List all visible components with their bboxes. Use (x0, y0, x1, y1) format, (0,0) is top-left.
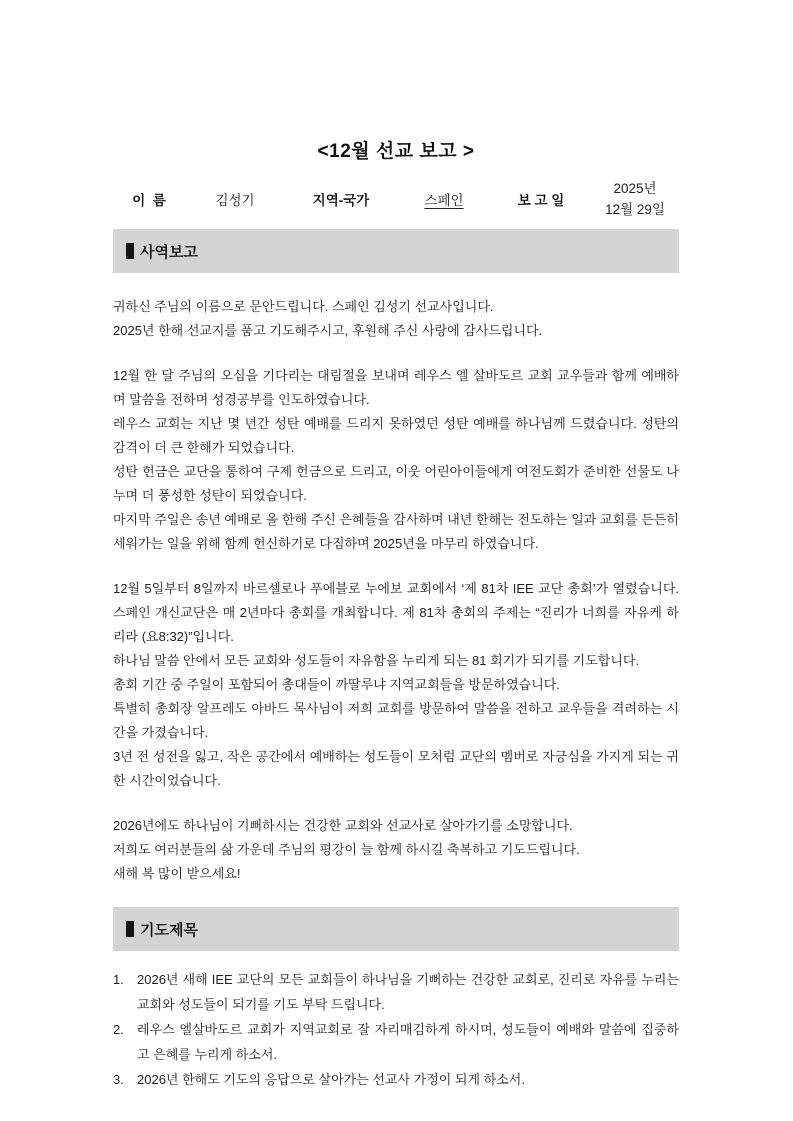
body-line: 2026년에도 하나님이 기뻐하시는 건강한 교회와 선교사로 살아가기를 소망합니다. (113, 818, 573, 833)
body-line: 새해 복 많이 받으세요! (113, 866, 241, 881)
body-line: 귀하신 주님의 이름으로 문안드립니다. 스페인 김성기 선교사입니다. (113, 299, 494, 314)
closing-paragraph (113, 814, 679, 886)
report-info-table (113, 175, 679, 223)
prayer-section-title: 기도제목 (140, 921, 198, 939)
section-marker-icon (126, 921, 134, 937)
prayer-item (113, 1017, 679, 1067)
prayer-item-number: 3. (113, 1072, 124, 1087)
prayer-item-number: 2. (113, 1022, 124, 1037)
body-line: 저희도 여러분들의 삶 가운데 주님의 평강이 늘 함께 하시길 축복하고 기도드립니다. (113, 842, 580, 857)
body-line: 레우스 교회는 지난 몇 년간 성탄 예배를 드리지 못하였던 성탄 예배를 하나님께 드렸습니다. 성탄의 감격이 더 큰 한해가 되었습니다. (113, 416, 679, 455)
name-value: 김성기 (215, 193, 255, 208)
body-line: 하나님 말씀 안에서 모든 교회와 성도들이 자유함을 누리게 되는 81 회기가 되기를 기도합니다. (113, 653, 640, 668)
greeting-paragraph (113, 295, 679, 343)
region-country-value: 스페인 (424, 193, 464, 208)
region-country-label: 지역-국가 (312, 193, 370, 208)
advent-paragraph (113, 364, 679, 556)
report-date-value (591, 178, 679, 220)
prayer-list (113, 967, 679, 1092)
section-header-prayer (113, 907, 679, 951)
section-marker-icon (126, 243, 134, 259)
body-line: 3년 전 성전을 잃고, 작은 공간에서 예배하는 성도들이 모처럼 교단의 멤버로 자긍심을 가지게 되는 귀한 시간이었습니다. (113, 749, 679, 788)
body-line: 12월 5일부터 8일까지 바르셀로나 푸에블로 누에보 교회에서 ‘제 81차 IEE 교단 총회’가 열렸습니다. 스페인 개신교단은 매 2년마다 총회를 개최합니다. 제 81차 총회의 주제는 “진리가 너희를 자유케 하리라 (요8:32)”입니다. (113, 581, 679, 644)
prayer-item-text: 2026년 한해도 기도의 응답으로 살아가는 선교사 가정이 되게 하소서. (137, 1072, 525, 1087)
ministry-section-title: 사역보고 (140, 243, 198, 261)
prayer-item-text: 레우스 엘살바도르 교회가 지역교회로 잘 자리매김하게 하시며, 성도들이 예배와 말씀에 집중하고 은혜를 누리게 하소서. (137, 1022, 679, 1062)
ministry-report-body (113, 295, 679, 886)
report-date-year: 2025년 (613, 181, 657, 196)
page-title: <12월 선교 보고 > (317, 141, 475, 162)
report-date-label: 보 고 일 (517, 193, 565, 208)
body-line: 2025년 한해 선교지를 품고 기도해주시고, 후원해 주신 사랑에 감사드립니다. (113, 323, 543, 338)
assembly-paragraph (113, 577, 679, 793)
report-date-day: 12월 29일 (605, 202, 665, 217)
body-line: 성탄 헌금은 교단을 통하여 구제 헌금으로 드리고, 이웃 어린아이들에게 여전도회가 준비한 선물도 나누며 더 풍성한 성탄이 되었습니다. (113, 464, 679, 503)
prayer-item (113, 967, 679, 1017)
body-line: 마지막 주일은 송년 예배로 올 한해 주신 은혜들을 감사하며 내년 한해는 전도하는 일과 교회를 든든히 세워가는 일을 위해 함께 헌신하기로 다짐하며 2025년을 마무리 하였습니다. (113, 512, 679, 551)
prayer-item (113, 1067, 679, 1092)
name-label: 이 름 (132, 193, 166, 208)
prayer-item-text: 2026년 새해 IEE 교단의 모든 교회들이 하나님을 기뻐하는 건강한 교회로, 진리로 자유를 누리는 교회와 성도들이 되기를 기도 부탁 드립니다. (137, 972, 679, 1012)
body-line: 12월 한 달 주님의 오심을 기다리는 대림절을 보내며 레우스 엘 살바도르 교회 교우들과 함께 예배하며 말씀을 전하며 성경공부를 인도하였습니다. (113, 368, 679, 407)
body-line: 특별히 총회장 알프레도 아바드 목사님이 저희 교회를 방문하여 말씀을 전하고 교우들을 격려하는 시간을 가졌습니다. (113, 701, 679, 740)
prayer-item-number: 1. (113, 972, 124, 987)
section-header-ministry (113, 229, 679, 273)
body-line: 총회 기간 중 주일이 포함되어 총대들이 까딸루냐 지역교회들을 방문하였습니다. (113, 677, 560, 692)
